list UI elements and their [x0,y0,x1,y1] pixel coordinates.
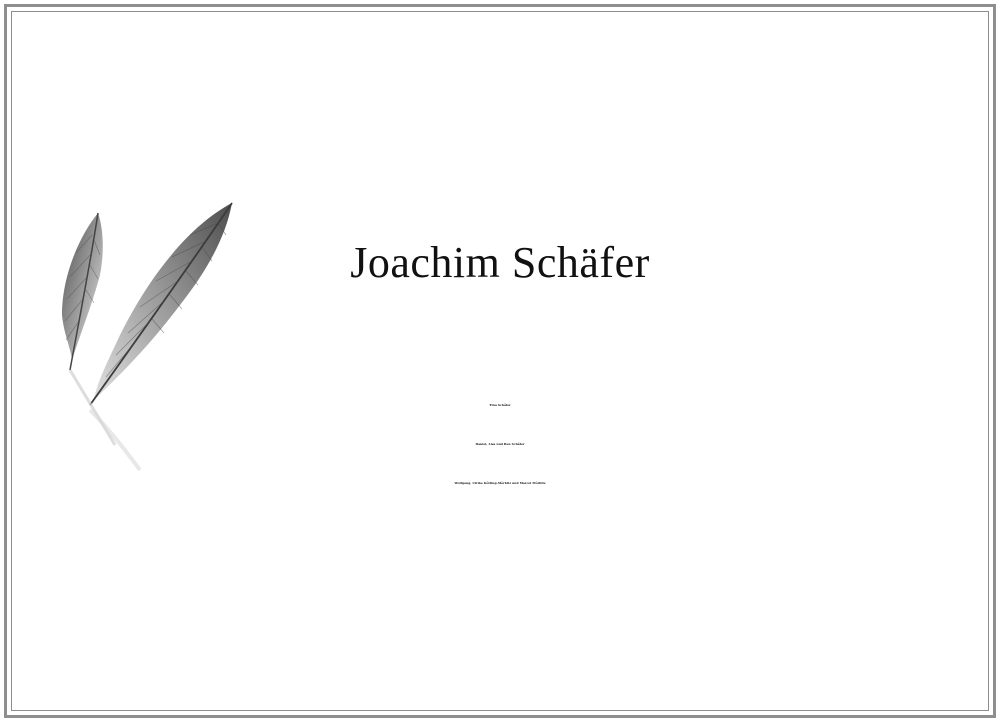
mourner-name: Wolfgang, Ulrike Kötting-Mörbitz und Marcel Mörbitz [454,481,546,485]
mourner-name: Daniel, Lisa und Ben Schäfer [475,442,525,446]
deceased-name: Joachim Schäfer [350,238,650,287]
mourner-name: Tina Schäfer [489,403,511,407]
